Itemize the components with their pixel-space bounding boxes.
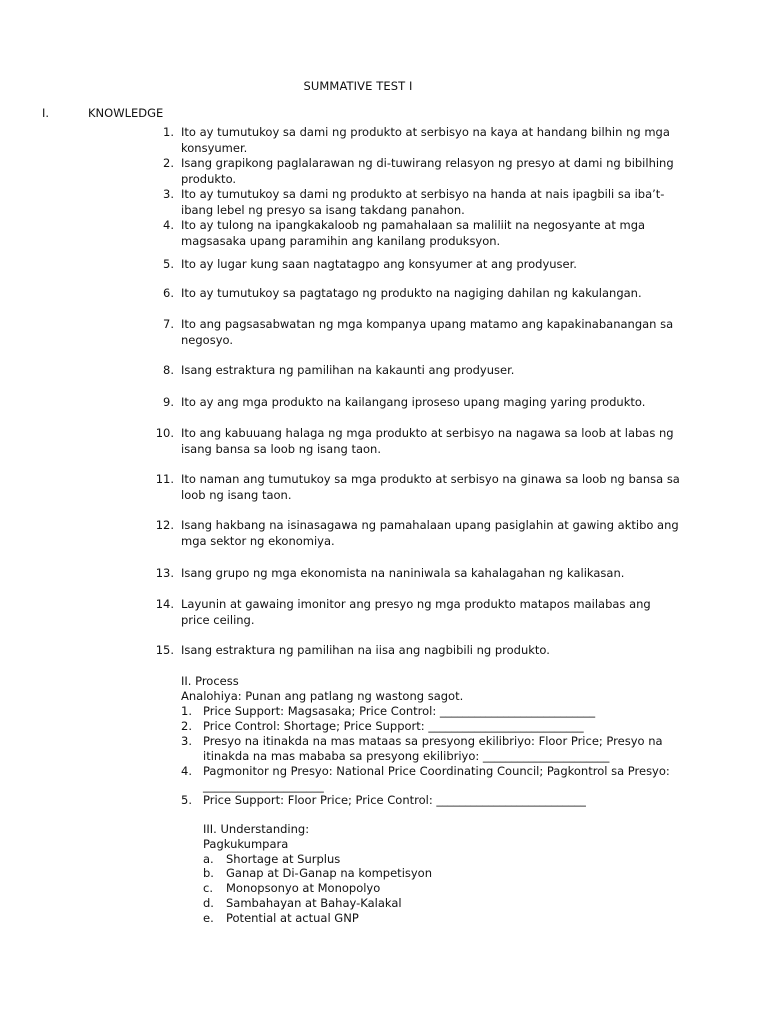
item-number: 4. xyxy=(181,764,192,778)
item-number: 2. xyxy=(181,719,192,733)
item-text: Monopsonyo at Monopolyo xyxy=(226,881,381,895)
item-number: 7. xyxy=(163,317,174,331)
item-text: Layunin at gawaing imonitor ang presyo ng mga produkto matapos mailabas ang price ceiling. xyxy=(181,597,651,627)
item-number: 12. xyxy=(155,518,174,532)
page-title: SUMMATIVE TEST I xyxy=(303,79,413,93)
item-text: Ito ang pagsasabwatan ng mga kompanya upang matamo ang kapakinabanangan sa negosyo. xyxy=(181,317,674,347)
item-number: 3. xyxy=(163,187,174,201)
item-text: Ito naman ang tumutukoy sa mga produkto at serbisyo na ginawa sa loob ng bansa sa loob ng isang taon. xyxy=(181,472,680,502)
item-text: Price Control: Shortage; Price Support: ___________________________ xyxy=(203,719,584,733)
item-number: 10. xyxy=(155,426,174,440)
item-number: 5. xyxy=(181,793,192,807)
item-number: 3. xyxy=(181,734,192,748)
item-text: Potential at actual GNP xyxy=(226,911,359,925)
section-1-number: I. xyxy=(42,106,50,120)
item-number: 9. xyxy=(163,395,174,409)
section-2-instruction: Analohiya: Punan ang patlang ng wastong sagot. xyxy=(181,689,464,703)
item-number: 8. xyxy=(163,363,174,377)
item-text: Ganap at Di-Ganap na kompetisyon xyxy=(226,866,433,880)
item-text: Presyo na itinakda na mas mataas sa presyong ekilibriyo: Floor Price; Presyo na itinakda na mas mababa sa presyong ekilibriyo: ______________________ xyxy=(203,734,663,763)
item-letter: a. xyxy=(203,852,214,866)
item-letter: e. xyxy=(203,911,214,925)
item-number: 2. xyxy=(163,156,174,170)
item-number: 1. xyxy=(181,704,192,718)
item-number: 4. xyxy=(163,218,174,232)
item-text: Sambahayan at Bahay-Kalakal xyxy=(226,896,402,910)
item-number: 14. xyxy=(155,597,174,611)
item-number: 1. xyxy=(163,125,174,139)
item-text: Isang grupo ng mga ekonomista na naniniwala sa kahalagahan ng kalikasan. xyxy=(181,566,625,580)
item-text: Shortage at Surplus xyxy=(226,852,341,866)
item-letter: c. xyxy=(203,881,213,895)
item-text: Ito ay lugar kung saan nagtatagpo ang konsyumer at ang prodyuser. xyxy=(181,257,577,271)
item-number: 6. xyxy=(163,286,174,300)
item-text: Ito ay ang mga produkto na kailangang iproseso upang maging yaring produkto. xyxy=(181,395,646,409)
item-text: Price Support: Floor Price; Price Control: __________________________ xyxy=(203,793,586,807)
section-1-heading: KNOWLEDGE xyxy=(88,106,164,120)
item-number: 5. xyxy=(163,257,174,271)
item-number: 13. xyxy=(155,566,174,580)
item-text: Ito ay tumutukoy sa dami ng produkto at serbisyo na kaya at handang bilhin ng mga konsyumer. xyxy=(181,125,670,155)
section-3-heading: III. Understanding: xyxy=(203,822,310,836)
item-text: Pagmonitor ng Presyo: National Price Coordinating Council; Pagkontrol sa Presyo: _____________________ xyxy=(203,764,670,793)
item-letter: b. xyxy=(203,866,214,880)
item-text: Ito ay tulong na ipangkakaloob ng pamahalaan sa maliliit na negosyante at mga magsasaka upang paramihin ang kanilang produksyon. xyxy=(181,218,646,248)
item-text: Ito ang kabuuang halaga ng mga produkto at serbisyo na nagawa sa loob at labas ng isang bansa sa loob ng isang taon. xyxy=(181,426,674,456)
item-number: 15. xyxy=(155,643,174,657)
section-2-heading: II. Process xyxy=(181,674,239,688)
item-text: Isang hakbang na isinasagawa ng pamahalaan upang pasiglahin at gawing aktibo ang mga sektor ng ekonomiya. xyxy=(181,518,679,548)
item-text: Isang grapikong paglalarawan ng di-tuwirang relasyon ng presyo at dami ng bibilhing produkto. xyxy=(181,156,674,186)
item-number: 11. xyxy=(155,472,174,486)
item-text: Price Support: Magsasaka; Price Control: ___________________________ xyxy=(203,704,596,718)
item-text: Ito ay tumutukoy sa pagtatago ng produkto na nagiging dahilan ng kakulangan. xyxy=(181,286,642,300)
item-text: Isang estraktura ng pamilihan na kakaunti ang prodyuser. xyxy=(181,363,515,377)
section-3-instruction: Pagkukumpara xyxy=(203,837,289,851)
item-letter: d. xyxy=(203,896,214,910)
item-text: Ito ay tumutukoy sa dami ng produkto at serbisyo na handa at nais ipagbili sa iba’t-ibang lebel ng presyo sa isang takdang panahon. xyxy=(181,187,665,217)
item-text: Isang estraktura ng pamilihan na iisa ang nagbibili ng produkto. xyxy=(181,643,550,657)
